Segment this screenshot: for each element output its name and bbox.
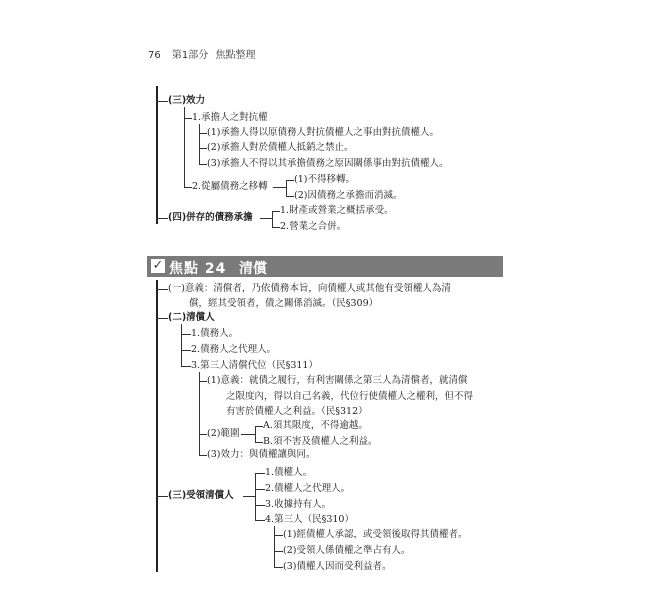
bottom-s2-3-1-line1: (1)意義：就債之履行，有利害關係之第三人為清償者，就清償: [207, 375, 468, 386]
branch: [286, 180, 294, 181]
top-s4: (四)併存的債務承擔: [168, 212, 253, 223]
page-number: 76: [148, 50, 161, 61]
bottom-s2-3-2-A: A.須其限度，不得逾越。: [263, 420, 368, 431]
checkbox-icon: ✓: [152, 258, 164, 273]
branch: [156, 101, 168, 102]
bottom-s3-3: 3.收據持有人。: [265, 499, 332, 510]
branch: [255, 473, 265, 474]
branch: [156, 496, 168, 497]
tree-main-line: [156, 86, 158, 224]
branch: [199, 455, 207, 456]
bottom-s2-1: 1.債務人。: [191, 328, 239, 339]
branch: [255, 505, 265, 506]
branch: [243, 496, 255, 497]
bottom-s3-4-2: (2)受領人係債權之準占有人。: [283, 545, 411, 556]
branch: [255, 520, 265, 521]
branch: [156, 289, 168, 290]
top-s3-2: 2.從屬債務之移轉: [192, 181, 268, 192]
top-s3-1-3: (3)承擔人不得以其承擔債務之原因關係事由對抗債權人。: [207, 158, 449, 169]
top-s3-2-2: (2)因債務之承擔而消滅。: [294, 190, 403, 201]
part-label: 第1部分: [171, 50, 209, 61]
branch: [260, 218, 272, 219]
branch: [241, 434, 255, 435]
branch: [184, 118, 192, 119]
branch: [274, 551, 283, 552]
bottom-s3-4-3: (3)債權人因而受利益者。: [283, 561, 392, 572]
branch: [274, 567, 283, 568]
bottom-s1-line2: 償，經其受領者，債之關係消滅。（民§309）: [189, 298, 379, 309]
branch: [272, 211, 273, 227]
bottom-s2-3-2-B: B.須不害及債權人之利益。: [263, 436, 378, 447]
page-header: [148, 46, 255, 61]
top-s4-1: 1.財產或營業之概括承受。: [280, 205, 394, 216]
bottom-s2-3-2: (2)範圍: [207, 428, 240, 439]
branch: [184, 187, 192, 188]
branch: [181, 366, 191, 367]
branch: [272, 211, 280, 212]
branch: [156, 318, 168, 319]
branch: [255, 442, 263, 443]
branch: [255, 426, 263, 427]
branch: [274, 535, 283, 536]
branch: [156, 218, 168, 219]
branch: [181, 334, 191, 335]
tree-main-line-bottom: [156, 280, 158, 572]
branch: [199, 133, 207, 134]
bottom-s2: (二)清償人: [168, 312, 215, 323]
top-s3-2-1: (1)不得移轉。: [294, 174, 355, 185]
bottom-s1-line1: (一)意義：清償者，乃依債務本旨，向債權人或其他有受領權人為清: [168, 283, 451, 294]
bottom-s2-2: 2.債務人之代理人。: [191, 344, 277, 355]
bottom-s3-4-1: (1)經債權人承認，或受領後取得其債權者。: [283, 529, 468, 540]
bottom-s2-3-1-line3: 有害於債權人之利益。（民§312）: [226, 406, 368, 417]
bottom-s2-3-3: (3)效力：與債權讓與同。: [207, 449, 316, 460]
bottom-s2-3-1-line2: 之限度內，得以自己名義，代位行使債權人之權利，但不得: [226, 391, 474, 402]
branch: [181, 350, 191, 351]
focus-banner: [147, 256, 503, 277]
branch: [255, 426, 256, 442]
top-s3: (三)效力: [168, 95, 206, 106]
branch: [199, 434, 207, 435]
bottom-s2-3: 3.第三人清償代位（民§311）: [191, 360, 318, 371]
top-s4-2: 2.營業之合併。: [280, 221, 347, 232]
branch: [199, 124, 200, 164]
branch: [286, 196, 294, 197]
bottom-s3-2: 2.債權人之代理人。: [265, 483, 351, 494]
banner-title: 焦點 24: [169, 261, 227, 277]
branch: [273, 187, 286, 188]
bottom-s3-4: 4.第三人（民§310）: [265, 514, 354, 525]
top-s3-1: 1.承擔人之對抗權: [192, 112, 268, 123]
branch: [274, 526, 275, 567]
branch: [181, 324, 182, 366]
top-s3-1-1: (1)承擔人得以原債務人對抗債權人之事由對抗債權人。: [207, 127, 439, 138]
branch: [199, 148, 207, 149]
branch: [255, 489, 265, 490]
bottom-s3: (三)受領清償人: [168, 490, 234, 501]
section-title: 焦點整理: [215, 50, 256, 61]
branch: [286, 180, 287, 196]
branch: [272, 227, 280, 228]
branch: [199, 164, 207, 165]
branch: [255, 473, 256, 520]
bottom-s3-1: 1.債權人。: [265, 467, 313, 478]
branch: [199, 372, 200, 455]
branch: [199, 381, 207, 382]
banner-subtitle: 清償: [239, 261, 267, 277]
top-s3-1-2: (2)承擔人對於債權人抵銷之禁止。: [207, 142, 354, 153]
